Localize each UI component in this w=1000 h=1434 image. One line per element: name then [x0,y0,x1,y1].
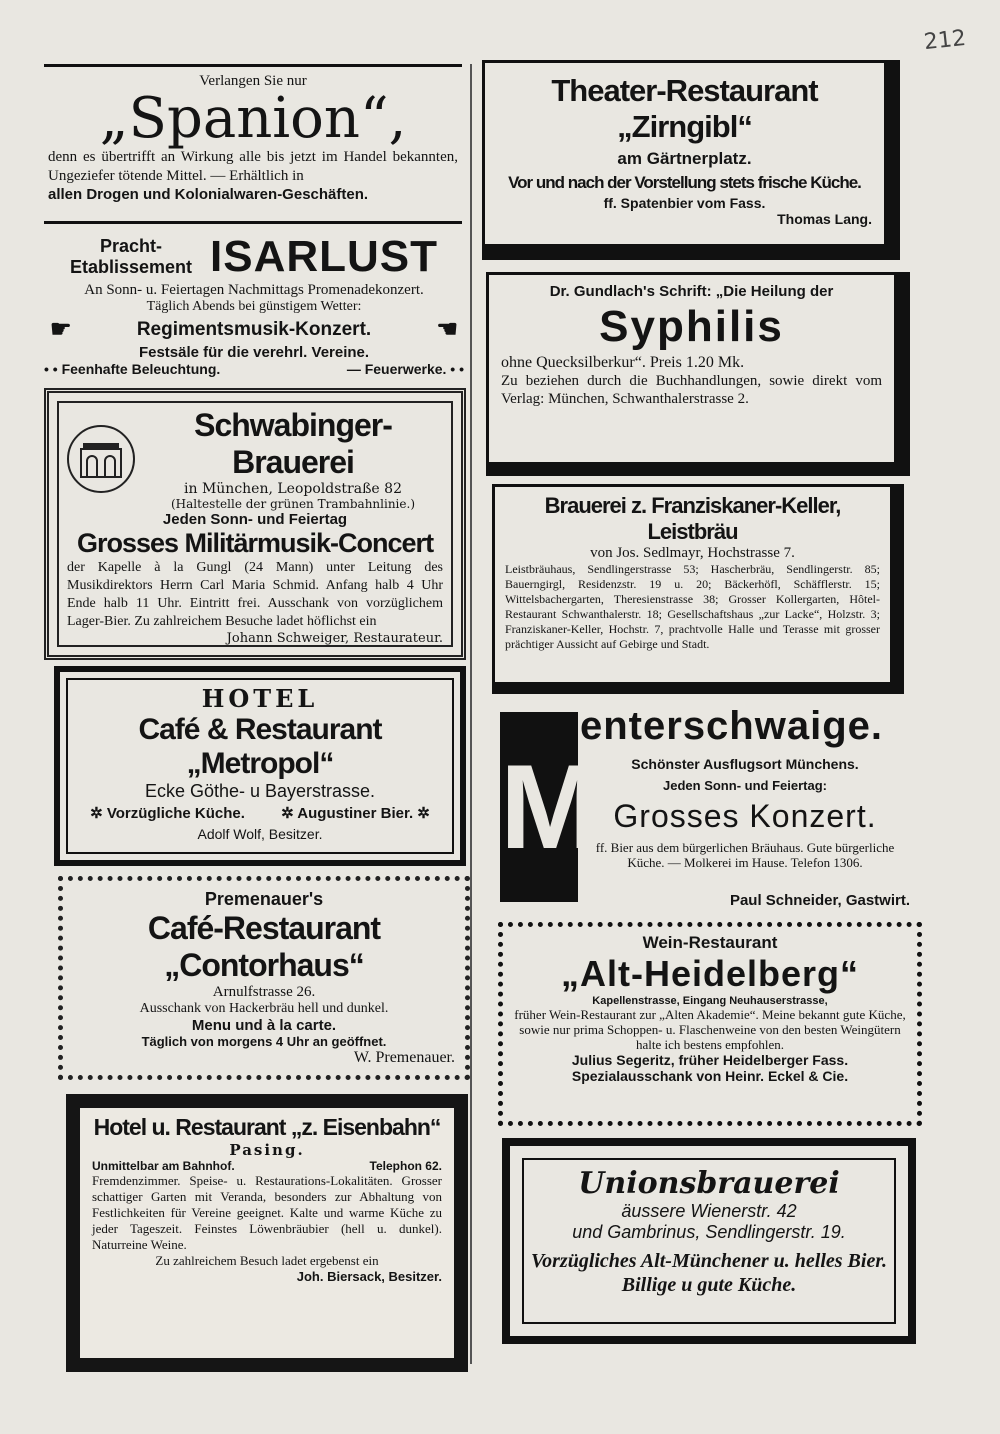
ad-metropol [54,666,466,866]
schwabinger-signature: Johann Schweiger, Restaurateur. [226,631,443,646]
franziskaner-title: Brauerei z. Franziskaner-Keller, Leistbräu [544,493,841,544]
menterschwaige-initial: M [500,712,578,902]
zirngibl-line2: ff. Spatenbier vom Fass. [603,195,766,211]
unionsbrauerei-line3: Vorzügliches Alt-Münchener u. helles Bier. Billige u gute Küche. [531,1250,887,1296]
schwabinger-title: Schwabinger-Brauerei [194,407,392,480]
ad-schwabinger-brauerei [44,388,466,660]
schwabinger-header [67,407,443,511]
isarlust-line5a: • • Feenhafte Beleuchtung. [44,361,221,377]
eisenbahn-location: Unmittelbar am Bahnhof. [92,1159,235,1173]
eisenbahn-telephone: Telephon 62. [369,1159,442,1173]
schwabinger-note: (Haltestelle der grünen Trambahnlinie.) [171,497,415,511]
contorhaus-title: Café-Restaurant „Contorhaus“ [147,910,381,983]
syphilis-body: Zu beziehen durch die Buchhandlungen, sowie direkt vom Verlag: München, Schwanthalerstrasse 2. [501,373,882,407]
isarlust-line4: Festsäle für die verehrl. Vereine. [138,344,370,361]
metropol-title: Café & Restaurant „Metropol“ [138,713,382,780]
menterschwaige-tagline: Schönster Ausflugsort Münchens. [631,756,859,772]
metropol-feature-1: ✲ Vorzügliche Küche. [90,805,245,822]
schwabinger-frame [57,401,453,647]
schwabinger-event: Grosses Militärmusik-Concert [76,528,434,558]
zirngibl-line1: Vor und nach der Vorstellung stets frische Küche. [508,173,861,192]
ad-spanion [44,64,462,224]
spanion-brand: „Spanion“, [99,86,407,151]
contorhaus-line2: Menu und à la carte. [191,1017,337,1034]
heidelberg-address: Kapellenstrasse, Eingang Neuhauserstrasse, [592,995,828,1007]
menterschwaige-event: Grosses Konzert. [613,798,877,834]
isarlust-prefix-2: Etablissement [69,257,193,277]
eisenbahn-place: Pasing. [229,1141,305,1159]
ad-contorhaus [58,876,470,1080]
spanion-intro: Verlangen Sie nur [199,73,307,89]
zirngibl-location: am Gärtnerplatz. [617,149,752,168]
isarlust-line3-row [44,315,464,344]
metropol-address: Ecke Göthe- u Bayerstrasse. [144,781,376,801]
isarlust-line5-row [44,361,464,377]
eisenbahn-frame [80,1108,454,1358]
franziskaner-owner: von Jos. Sedlmayr, Hochstrasse 7. [590,545,795,561]
metropol-features [72,804,448,822]
ad-isarlust [44,232,464,382]
menterschwaige-days: Jeden Sonn- und Feiertag: [663,778,827,793]
spanion-last-line: allen Drogen und Kolonialwaren-Geschäften. [48,186,369,203]
metropol-hotel-label: HOTEL [201,684,319,713]
schwabinger-details: der Kapelle à la Gungl (24 Mann) unter Leitung des Musikdirektors Herrn Carl Maria Schmid. Anfang halb 4 Uhr Ende halb 11 Uhr. Eintritt frei. Ausschank von vorzüglichem Lager-Bier. Zu zahlreichem Besuche ladet höflichst ein [67,560,443,629]
ad-unionsbrauerei [502,1138,916,1344]
eisenbahn-body: Fremdenzimmer. Speise- u. Restaurations-Lokalitäten. Grosser schattiger Garten mit Veranda, besonders zur Abhaltung von Festlichkeiten für Vereine geeignet. Kalte und warme Küche zu jeder Tageszeit. Feinstes Löwenbräubier (hell u. dunkel). Naturreine Weine. [92,1173,442,1252]
menterschwaige-name-rest: enterschwaige. [580,704,884,748]
heidelberg-title: „Alt-Heidelberg“ [560,953,860,994]
syphilis-intro: Dr. Gundlach's Schrift: „Die Heilung der [549,283,834,300]
pointing-hand-right-icon: ☛ [50,316,72,343]
spanion-body: denn es übertrifft an Wirkung alle bis jetzt im Handel bekannten, Ungeziefer tötende Mittel. — Erhältlich in [48,149,458,184]
ad-eisenbahn [66,1094,468,1372]
unionsbrauerei-frame [522,1158,896,1324]
contorhaus-signature: W. Premenauer. [353,1049,455,1066]
metropol-frame [66,678,454,854]
heidelberg-special: Spezialausschank von Heinr. Eckel & Cie. [571,1068,849,1084]
isarlust-header [44,232,464,282]
ad-menterschwaige [494,704,910,914]
contorhaus-address: Arnulfstrasse 26. [212,984,316,1000]
heidelberg-owner: Julius Segeritz, früher Heidelberger Fass. [571,1052,849,1068]
ad-alt-heidelberg [498,922,922,1126]
syphilis-title: Syphilis [599,302,784,351]
column-divider [470,64,472,1364]
ad-syphilis [486,272,910,476]
eisenbahn-invite: Zu zahlreichem Besuch ladet ergebenst ein [155,1253,379,1268]
isarlust-name: ISARLUST [210,232,439,281]
unionsbrauerei-line2: und Gambrinus, Sendlingerstr. 19. [572,1222,846,1242]
unionsbrauerei-title: Unionsbrauerei [578,1166,840,1201]
isarlust-line2: Täglich Abends bei günstigem Wetter: [146,299,362,314]
isarlust-prefix [70,236,192,278]
schwabinger-days: Jeden Sonn- und Feiertag [162,511,348,528]
pointing-hand-left-icon: ☚ [436,316,458,343]
syphilis-sub: ohne Quecksilberkur“. Preis 1.20 Mk. [501,354,745,371]
schwabinger-address: in München, Leopoldstraße 82 [184,481,402,497]
franziskaner-body: Leistbräuhaus, Sendlingerstrasse 53; Hascherbräu, Sendlingerstr. 85; Bauerngirgl, Residenzstr. 19 u. 20; Bäckerhöfl, Schäfflerstr. 15; Wittelsbachergarten, Theresienstrasse 38; Grosser Kollergarten, Hôtel-Restaurant Schwanthalerstr. 18; Gesellschaftshaus „zur Lacke“, Holzstr. 3; Franziskaner-Keller, Hochstr. 7, prachtvolle Halle und Terasse mit grosser prächtiger Aussicht auf Gebirge und Stadt. [505,562,880,651]
zirngibl-owner: Thomas Lang. [777,211,872,227]
ad-zirngibl [482,60,900,260]
metropol-owner: Adolf Wolf, Besitzer. [197,826,323,842]
contorhaus-line1: Ausschank von Hackerbräu hell und dunkel. [139,1001,389,1016]
unionsbrauerei-line1: äussere Wienerstr. 42 [621,1201,797,1221]
isarlust-prefix-1: Pracht- [99,236,162,256]
eisenbahn-signature: Joh. Biersack, Besitzer. [296,1269,442,1284]
siegestor-gate-icon [67,425,135,493]
contorhaus-owner-prefix: Premenauer's [204,889,324,909]
isarlust-line3: Regimentsmusik-Konzert. [136,318,372,340]
heidelberg-label: Wein-Restaurant [642,933,778,952]
isarlust-line1: An Sonn- u. Feiertagen Nachmittags Promenadekonzert. [84,282,424,298]
metropol-feature-2: ✲ Augustiner Bier. ✲ [281,805,430,822]
page-number: 212 [922,25,968,56]
ad-franziskaner [492,484,904,694]
contorhaus-line3: Täglich von morgens 4 Uhr an geöffnet. [141,1034,387,1049]
eisenbahn-line1 [92,1159,442,1173]
menterschwaige-owner: Paul Schneider, Gastwirt. [729,892,910,909]
menterschwaige-body: ff. Bier aus dem bürgerlichen Bräuhaus. Gute bürgerliche Küche. — Molkerei im Hause. Telefon 1306. [595,840,895,870]
heidelberg-body: früher Wein-Restaurant zur „Alten Akademie“. Meine bekannt gute Küche, sowie nur prima Schoppen- u. Flaschenweine von den besten Weingütern halte ich bestens empfohlen. [514,1007,906,1052]
eisenbahn-title: Hotel u. Restaurant „z. Eisenbahn“ [93,1114,441,1140]
isarlust-line5b: — Feuerwerke. • • [346,361,464,377]
zirngibl-title: Theater-Restaurant „Zirngibl“ [551,73,818,144]
